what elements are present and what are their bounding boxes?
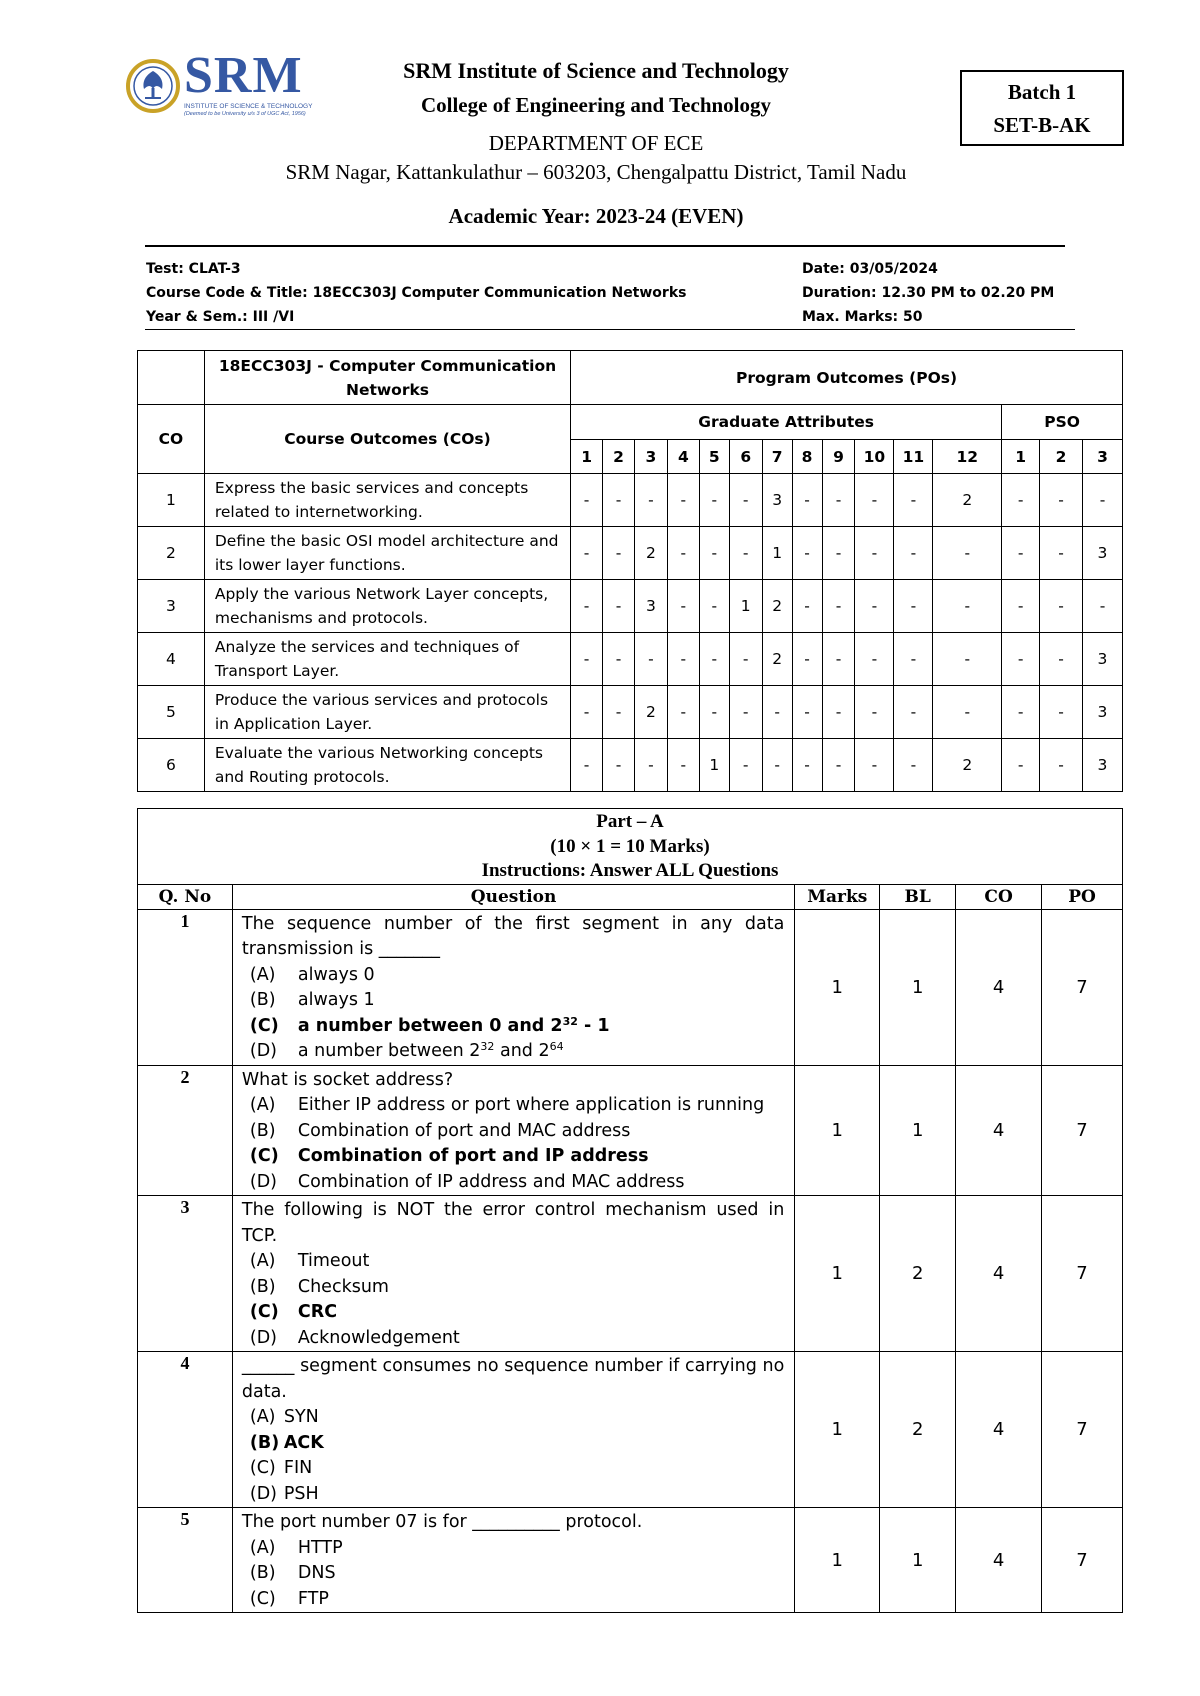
header-divider	[145, 245, 1065, 247]
answer-option	[242, 1014, 784, 1040]
pso-number-2: 2	[1040, 440, 1083, 474]
question-cell	[232, 1508, 794, 1613]
mapping-cell: 1	[699, 739, 729, 792]
mapping-cell: -	[894, 633, 933, 686]
po-number-2: 2	[603, 440, 635, 474]
option-text	[298, 1014, 610, 1040]
mapping-cell: -	[792, 686, 822, 739]
mapping-cell: -	[1002, 739, 1040, 792]
po-number-4: 4	[667, 440, 699, 474]
co-row	[138, 474, 1123, 527]
mapping-cell: -	[571, 686, 603, 739]
question-stem: The port number 07 is for __________ protocol.	[241, 1512, 643, 1532]
po-number-10: 10	[855, 440, 894, 474]
option-text	[298, 1536, 343, 1562]
mapping-cell: -	[571, 739, 603, 792]
course-title: Course Code & Title: 18ECC303J Computer Communication Networks	[146, 285, 687, 301]
mapping-cell: -	[571, 633, 603, 686]
option-text-main: DNS	[297, 1563, 336, 1583]
mapping-cell: 1	[762, 527, 792, 580]
answer-option	[242, 1326, 784, 1352]
option-text	[298, 1170, 685, 1196]
mapping-cell: -	[822, 527, 855, 580]
mapping-cell: -	[1040, 580, 1083, 633]
co-po-table	[137, 350, 1123, 792]
option-label: (D)	[249, 1483, 278, 1504]
mapping-cell: 2	[762, 633, 792, 686]
option-text	[298, 1300, 337, 1326]
option-text-main: Timeout	[297, 1251, 370, 1271]
question-row	[138, 1065, 1123, 1196]
answer-option	[242, 1561, 784, 1587]
mapping-cell: -	[667, 739, 699, 792]
question-number: 1	[138, 909, 233, 1065]
option-label: (A)	[249, 1537, 276, 1558]
co-row	[138, 739, 1123, 792]
option-text-main: always 1	[297, 990, 375, 1010]
question-co: 4	[956, 1508, 1042, 1613]
question-co: 4	[956, 909, 1042, 1065]
question-po: 7	[1042, 909, 1123, 1065]
option-text-main: ACK	[283, 1432, 324, 1453]
option-text	[298, 1561, 336, 1587]
question-marks: 1	[795, 1508, 880, 1613]
mapping-cell: -	[1002, 686, 1040, 739]
option-label: (C)	[249, 1015, 279, 1036]
answer-option	[242, 1300, 784, 1326]
program-outcomes-header: Program Outcomes (POs)	[571, 351, 1123, 405]
question-number: 4	[138, 1352, 233, 1508]
mapping-cell: -	[822, 474, 855, 527]
question-bl: 2	[880, 1352, 956, 1508]
mapping-cell: -	[1040, 633, 1083, 686]
question-po: 7	[1042, 1352, 1123, 1508]
question-marks: 1	[795, 909, 880, 1065]
answer-option	[242, 1039, 784, 1065]
mapping-cell: -	[822, 686, 855, 739]
option-text	[298, 988, 375, 1014]
option-text-main: PSH	[283, 1483, 319, 1504]
institute-name: SRM Institute of Science and Technology	[403, 58, 789, 83]
exam-date: Date: 03/05/2024	[802, 261, 938, 277]
answer-option	[242, 1093, 784, 1119]
part-a-title: Part – A	[596, 811, 664, 832]
col-marks: Marks	[795, 884, 880, 909]
academic-year: Academic Year: 2023-24 (EVEN)	[448, 204, 744, 228]
po-number-5: 5	[699, 440, 729, 474]
mapping-cell: -	[933, 580, 1002, 633]
mapping-cell: -	[894, 474, 933, 527]
logo-subtitle: INSTITUTE OF SCIENCE & TECHNOLOGY	[184, 103, 313, 110]
mapping-cell: -	[667, 527, 699, 580]
mapping-cell: 3	[1082, 686, 1122, 739]
option-superscript: 32	[480, 1040, 495, 1053]
option-label: (B)	[249, 990, 276, 1010]
option-superscript: 32	[562, 1014, 578, 1028]
question-po: 7	[1042, 1065, 1123, 1196]
option-label: (A)	[249, 1095, 276, 1115]
question-row	[138, 1508, 1123, 1613]
mapping-cell: -	[667, 686, 699, 739]
mapping-cell: -	[603, 739, 635, 792]
part-a-marks: (10 × 1 = 10 Marks)	[550, 835, 710, 857]
logo-tagline: (Deemed to be University u/s 3 of UGC Act, 1956)	[184, 111, 306, 117]
question-bl: 1	[880, 1508, 956, 1613]
answer-option	[242, 1119, 784, 1145]
question-bl: 1	[880, 909, 956, 1065]
mapping-cell: -	[855, 474, 894, 527]
po-number-12: 12	[933, 440, 1002, 474]
col-question: Question	[232, 884, 794, 909]
mapping-cell: -	[933, 633, 1002, 686]
mapping-cell: -	[729, 686, 762, 739]
answer-option	[242, 1144, 784, 1170]
mapping-cell: -	[571, 474, 603, 527]
question-bl: 2	[880, 1196, 956, 1352]
mapping-cell: -	[792, 633, 822, 686]
option-label: (A)	[249, 1251, 276, 1271]
co-description: Express the basic services and concepts related to internetworking.	[204, 474, 570, 527]
mapping-cell: -	[762, 686, 792, 739]
mapping-cell: 2	[634, 527, 667, 580]
mapping-cell: -	[634, 633, 667, 686]
answer-option	[242, 963, 784, 989]
mapping-cell: -	[699, 527, 729, 580]
mapping-cell: -	[729, 633, 762, 686]
co-row	[138, 633, 1123, 686]
mapping-cell: 3	[1082, 739, 1122, 792]
option-label: (B)	[249, 1120, 276, 1141]
po-number-3: 3	[634, 440, 667, 474]
co-description: Apply the various Network Layer concepts, mechanisms and protocols.	[204, 580, 570, 633]
mapping-cell: -	[1040, 686, 1083, 739]
exam-duration: Duration: 12.30 PM to 02.20 PM	[802, 285, 1055, 301]
question-po: 7	[1042, 1508, 1123, 1613]
logo-text: SRM	[184, 47, 303, 104]
mapping-cell: -	[1002, 633, 1040, 686]
option-text	[284, 1482, 319, 1508]
option-text	[298, 1326, 460, 1352]
mapping-cell: -	[855, 633, 894, 686]
mapping-cell: -	[1002, 580, 1040, 633]
max-marks: Max. Marks: 50	[802, 309, 923, 325]
co-header-blank	[138, 351, 205, 405]
option-label: (C)	[249, 1146, 279, 1166]
mapping-cell: -	[855, 580, 894, 633]
question-stem: ______ segment consumes no sequence number if carrying no data.	[241, 1356, 785, 1402]
mapping-cell: -	[1040, 739, 1083, 792]
mapping-cell: -	[855, 686, 894, 739]
mapping-cell: -	[1002, 527, 1040, 580]
option-label: (A)	[249, 964, 276, 985]
part-a-title-block	[138, 809, 1123, 885]
option-text-main: CRC	[297, 1302, 338, 1322]
answer-option	[242, 1536, 784, 1562]
mapping-cell: -	[699, 580, 729, 633]
question-co: 4	[956, 1196, 1042, 1352]
option-label: (D)	[249, 1327, 278, 1348]
option-label: (B)	[249, 1563, 276, 1583]
option-label: (C)	[249, 1588, 276, 1609]
mapping-cell: -	[792, 474, 822, 527]
question-cell	[232, 1065, 794, 1196]
answer-option	[242, 988, 784, 1014]
question-co: 4	[956, 1352, 1042, 1508]
mapping-cell: -	[571, 580, 603, 633]
option-text-main: Either IP address or port where application is running	[297, 1095, 765, 1115]
po-number-8: 8	[792, 440, 822, 474]
option-text-main: a number between 0 and 2	[297, 1015, 563, 1036]
mapping-cell: -	[667, 474, 699, 527]
part-a-table	[137, 808, 1123, 1613]
co-number: 3	[138, 580, 205, 633]
option-text-main: HTTP	[297, 1537, 343, 1558]
question-cell	[232, 909, 794, 1065]
po-number-7: 7	[762, 440, 792, 474]
part-a-instructions: Instructions: Answer ALL Questions	[481, 860, 779, 881]
option-text	[298, 963, 375, 989]
mapping-cell: -	[762, 739, 792, 792]
co-number: 2	[138, 527, 205, 580]
answer-option	[242, 1275, 784, 1301]
co-number: 5	[138, 686, 205, 739]
mapping-cell: -	[1040, 474, 1083, 527]
question-row	[138, 1196, 1123, 1352]
question-po: 7	[1042, 1196, 1123, 1352]
option-superscript-2: 64	[549, 1040, 564, 1053]
option-text-main: a number between 2	[297, 1041, 481, 1061]
col-bl: BL	[880, 884, 956, 909]
co-description: Define the basic OSI model architecture and its lower layer functions.	[204, 527, 570, 580]
col-co: CO	[956, 884, 1042, 909]
answer-option	[242, 1482, 784, 1508]
option-text	[298, 1144, 649, 1170]
mapping-cell: -	[894, 686, 933, 739]
option-text-main: FTP	[297, 1588, 329, 1609]
answer-option	[242, 1249, 784, 1275]
question-cell	[232, 1352, 794, 1508]
question-number: 5	[138, 1508, 233, 1613]
co-number: 6	[138, 739, 205, 792]
option-text-tail: - 1	[577, 1015, 610, 1036]
mapping-cell: -	[1002, 474, 1040, 527]
co-row	[138, 580, 1123, 633]
answer-option	[242, 1456, 784, 1482]
option-text-main: Acknowledgement	[297, 1327, 460, 1348]
mapping-cell: -	[1082, 474, 1122, 527]
mapping-cell: 2	[762, 580, 792, 633]
option-text	[298, 1039, 564, 1065]
option-text	[284, 1431, 324, 1457]
option-text-tail: and 2	[494, 1041, 550, 1061]
co-description: Analyze the services and techniques of Transport Layer.	[204, 633, 570, 686]
option-text-main: SYN	[283, 1407, 319, 1427]
option-text-main: Combination of port and MAC address	[297, 1120, 631, 1141]
mapping-cell: -	[667, 580, 699, 633]
question-cell	[232, 1196, 794, 1352]
option-text-main: Combination of port and IP address	[297, 1146, 649, 1166]
option-label: (C)	[249, 1302, 279, 1322]
pso-number-1: 1	[1002, 440, 1040, 474]
question-marks: 1	[795, 1196, 880, 1352]
answer-option	[242, 1587, 784, 1613]
option-text	[284, 1405, 319, 1431]
address: SRM Nagar, Kattankulathur – 603203, Chengalpattu District, Tamil Nadu	[285, 160, 907, 184]
mapping-cell: -	[699, 686, 729, 739]
test-name: Test: CLAT-3	[146, 261, 241, 277]
option-label: (D)	[249, 1041, 278, 1061]
mapping-cell: 3	[1082, 633, 1122, 686]
mapping-cell: -	[894, 527, 933, 580]
option-text-main: Checksum	[297, 1276, 389, 1297]
col-qno: Q. No	[138, 884, 233, 909]
pso-number-3: 3	[1082, 440, 1122, 474]
po-number-9: 9	[822, 440, 855, 474]
co-row	[138, 686, 1123, 739]
option-text	[298, 1275, 389, 1301]
college-name: College of Engineering and Technology	[420, 93, 772, 117]
co-description: Evaluate the various Networking concepts and Routing protocols.	[204, 739, 570, 792]
mapping-cell: -	[699, 633, 729, 686]
mapping-cell: -	[822, 739, 855, 792]
mapping-cell: -	[603, 580, 635, 633]
mapping-cell: -	[603, 474, 635, 527]
batch-label: Batch 1	[1007, 80, 1077, 104]
course-outcomes-header: Course Outcomes (COs)	[204, 405, 570, 474]
mapping-cell: -	[603, 633, 635, 686]
mapping-cell: -	[792, 527, 822, 580]
po-number-1: 1	[571, 440, 603, 474]
question-number: 2	[138, 1065, 233, 1196]
option-text	[298, 1093, 764, 1119]
mapping-cell: -	[1082, 580, 1122, 633]
question-marks: 1	[795, 1352, 880, 1508]
mapping-cell: -	[729, 474, 762, 527]
mapping-cell: 3	[762, 474, 792, 527]
mapping-cell: 3	[634, 580, 667, 633]
option-text	[284, 1456, 312, 1482]
po-number-6: 6	[729, 440, 762, 474]
question-marks: 1	[795, 1065, 880, 1196]
set-label: SET-B-AK	[993, 113, 1091, 137]
answer-option	[242, 1405, 784, 1431]
mapping-cell: -	[603, 527, 635, 580]
mapping-cell: -	[603, 686, 635, 739]
mapping-cell: -	[894, 739, 933, 792]
mapping-cell: -	[634, 474, 667, 527]
graduate-attributes-header: Graduate Attributes	[571, 405, 1002, 440]
mapping-cell: -	[729, 739, 762, 792]
mapping-cell: 2	[634, 686, 667, 739]
mapping-cell: 3	[1082, 527, 1122, 580]
mapping-cell: -	[792, 739, 822, 792]
po-number-11: 11	[894, 440, 933, 474]
question-number: 3	[138, 1196, 233, 1352]
answer-option	[242, 1170, 784, 1196]
question-row	[138, 909, 1123, 1065]
mapping-cell: -	[933, 686, 1002, 739]
option-label: (A)	[249, 1407, 276, 1427]
option-text	[298, 1119, 631, 1145]
mapping-cell: -	[1040, 527, 1083, 580]
question-co: 4	[956, 1065, 1042, 1196]
department-name: DEPARTMENT OF ECE	[488, 131, 704, 155]
question-stem: The following is NOT the error control mechanism used in TCP.	[241, 1200, 785, 1246]
mapping-cell: -	[729, 527, 762, 580]
pso-header: PSO	[1002, 405, 1123, 440]
option-text	[298, 1249, 370, 1275]
option-text-main: always 0	[297, 964, 375, 985]
mapping-cell: 2	[933, 474, 1002, 527]
option-label: (B)	[249, 1432, 280, 1453]
mapping-cell: -	[571, 527, 603, 580]
question-bl: 1	[880, 1065, 956, 1196]
option-label: (B)	[249, 1276, 276, 1297]
col-po: PO	[1042, 884, 1123, 909]
mapping-cell: -	[855, 527, 894, 580]
mapping-cell: -	[792, 580, 822, 633]
course-title-cell: 18ECC303J - Computer Communication Networks	[204, 351, 570, 405]
mapping-cell: -	[667, 633, 699, 686]
mapping-cell: -	[699, 474, 729, 527]
question-stem: The sequence number of the first segment in any data transmission is _______	[241, 913, 785, 959]
mapping-cell: -	[634, 739, 667, 792]
option-label: (D)	[249, 1171, 278, 1192]
co-column-header: CO	[138, 405, 205, 474]
option-text-main: Combination of IP address and MAC address	[297, 1171, 685, 1192]
mapping-cell: -	[822, 633, 855, 686]
mapping-cell: 2	[933, 739, 1002, 792]
co-number: 4	[138, 633, 205, 686]
option-text	[298, 1587, 329, 1613]
co-description: Produce the various services and protocols in Application Layer.	[204, 686, 570, 739]
co-number: 1	[138, 474, 205, 527]
mapping-cell: -	[933, 527, 1002, 580]
option-label: (C)	[249, 1458, 276, 1478]
mapping-cell: -	[894, 580, 933, 633]
mapping-cell: 1	[729, 580, 762, 633]
question-row	[138, 1352, 1123, 1508]
batch-box	[960, 70, 1124, 146]
mapping-cell: -	[855, 739, 894, 792]
question-stem: What is socket address?	[241, 1069, 454, 1090]
co-row	[138, 527, 1123, 580]
year-sem: Year & Sem.: III /VI	[146, 309, 295, 325]
answer-option	[242, 1431, 784, 1457]
mapping-cell: -	[822, 580, 855, 633]
option-text-main: FIN	[283, 1458, 313, 1478]
info-divider	[145, 329, 1075, 330]
